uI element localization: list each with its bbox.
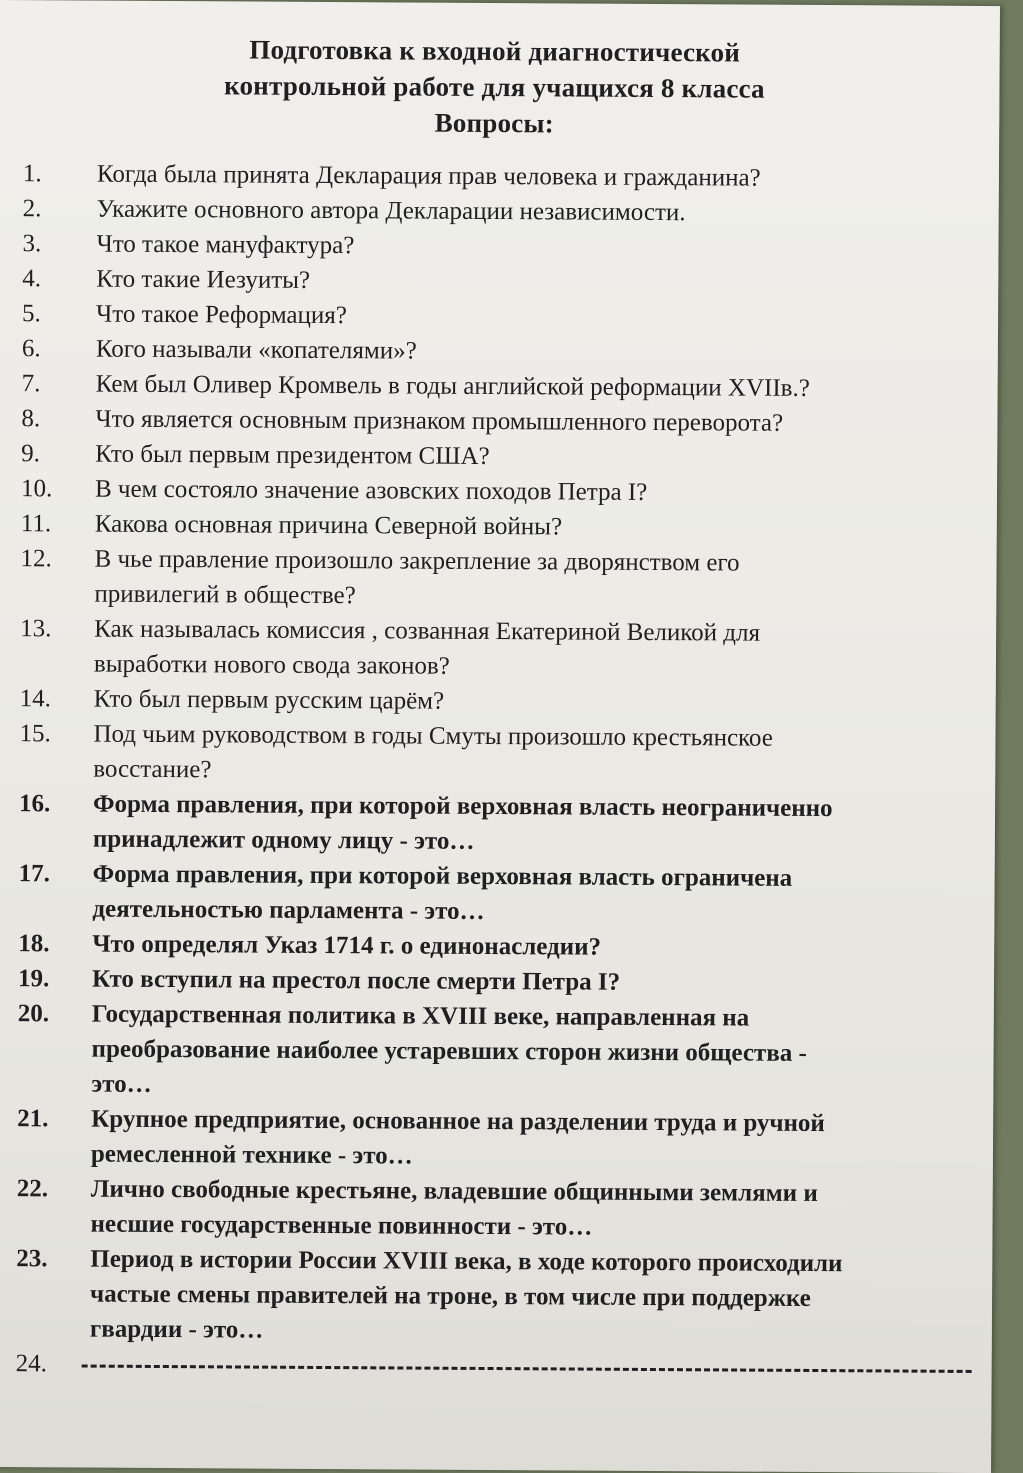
question-number: 17. xyxy=(18,860,50,888)
question-item xyxy=(10,1346,985,1387)
question-text-line: Крупное предприятие, основанное на разделении труда и ручной xyxy=(91,1105,825,1138)
question-text-line: Что такое Реформация? xyxy=(96,300,348,330)
question-text-line: Государственная политика в XVIII веке, направленная на xyxy=(91,1000,750,1032)
question-text-line: Как называлась комиссия , созванная Екатериной Великой для xyxy=(94,615,761,647)
question-item xyxy=(11,1101,986,1177)
question-text-line: Когда была принята Декларация прав человека и гражданина? xyxy=(96,160,761,192)
question-item xyxy=(16,331,991,372)
question-item xyxy=(13,716,988,792)
question-text-line: Форма правления, при которой верховная власть ограничена xyxy=(92,860,793,892)
question-text-line: частые смены правителей на троне, в том числе при поддержке xyxy=(90,1280,811,1312)
question-item xyxy=(15,506,990,547)
question-text-line: выработки нового свода законов? xyxy=(93,650,450,680)
question-text-line: Кто такие Иезуиты? xyxy=(96,265,311,294)
title-line-1: Подготовка к входной диагностической xyxy=(249,34,741,68)
question-number: 1. xyxy=(22,160,42,188)
question-text-line: принадлежит одному лицу - это… xyxy=(92,825,475,855)
question-item xyxy=(14,541,989,617)
question-text-line: Под чьим руководством в годы Смуты произошло крестьянское xyxy=(93,720,773,752)
question-text-line: ремесленной технике - это… xyxy=(90,1140,413,1170)
question-text-line: деятельностью парламента - это… xyxy=(92,895,485,925)
question-item xyxy=(11,996,987,1107)
question-number: 14. xyxy=(19,685,52,713)
question-item xyxy=(13,786,988,862)
question-text-line: Кто вступил на престол после смерти Петра I? xyxy=(91,965,621,996)
question-list xyxy=(10,156,992,1387)
question-number: 24. xyxy=(15,1350,48,1378)
question-text-line: Что является основным признаком промышленного переворота? xyxy=(95,405,784,437)
question-number: 22. xyxy=(16,1175,49,1203)
question-item xyxy=(16,226,991,267)
question-text-line: восстание? xyxy=(93,755,212,784)
question-text-line: привилегий в обществе? xyxy=(94,580,356,610)
question-number: 12. xyxy=(20,545,52,573)
question-number: 19. xyxy=(17,965,50,993)
question-text-line: гвардии - это… xyxy=(89,1315,264,1344)
question-text-line: Форма правления, при которой верховная власть неограниченно xyxy=(93,790,833,823)
question-number: 6. xyxy=(21,335,41,363)
question-item xyxy=(12,856,987,932)
question-item xyxy=(16,296,991,337)
question-text-line: Что такое мануфактура? xyxy=(96,230,355,260)
question-number: 8. xyxy=(21,405,41,433)
question-item xyxy=(12,926,987,967)
title-line-2: контрольной работе для учащихся 8 класса xyxy=(224,70,765,104)
questions-heading: Вопросы: xyxy=(434,107,554,139)
question-text-line: В чье правление произошло закрепление за дворянством его xyxy=(94,545,740,577)
question-item xyxy=(16,366,991,407)
question-text-line: Кто был первым русским царём? xyxy=(93,685,445,715)
question-number: 23. xyxy=(16,1245,48,1273)
question-number: 9. xyxy=(21,440,41,468)
question-text-line: Какова основная причина Северной войны? xyxy=(94,510,563,541)
question-text-line: это… xyxy=(91,1070,152,1098)
question-item xyxy=(12,961,987,1002)
question-number: 15. xyxy=(19,720,51,748)
question-item xyxy=(10,1171,985,1247)
document-header xyxy=(0,30,990,144)
question-number: 21. xyxy=(17,1105,49,1133)
question-number: 13. xyxy=(20,615,52,643)
question-number: 18. xyxy=(18,930,50,958)
question-number: 3. xyxy=(22,230,42,258)
question-number: 7. xyxy=(21,370,41,398)
question-item xyxy=(10,1241,986,1352)
question-item xyxy=(15,401,990,442)
question-item xyxy=(15,436,990,477)
question-number: 16. xyxy=(19,790,51,818)
question-item xyxy=(14,611,989,687)
question-number: 10. xyxy=(20,475,53,503)
question-text-line: Что определял Указ 1714 г. о единонаследии? xyxy=(92,930,602,961)
question-item xyxy=(14,681,989,722)
question-number: 20. xyxy=(17,1000,50,1028)
question-item xyxy=(16,261,991,302)
question-text-line: Период в истории России XVIII века, в ходе которого происходили xyxy=(90,1245,843,1278)
question-item xyxy=(15,471,990,512)
answer-blank-line xyxy=(82,1364,972,1372)
question-text-line: В чем состояло значение азовских походов Петра I? xyxy=(94,475,648,506)
question-text-line: Кем был Оливер Кромвель в годы английской реформации XVIIв.? xyxy=(95,370,810,402)
question-text-line: Кого называли «копателями»? xyxy=(95,335,417,365)
question-number: 2. xyxy=(22,195,42,223)
question-text-line: Лично свободные крестьяне, владевшие общинными землями и xyxy=(90,1175,818,1208)
question-text-line: Укажите основного автора Декларации независимости. xyxy=(96,195,686,227)
question-item xyxy=(17,156,992,197)
question-number: 4. xyxy=(22,265,42,293)
question-text-line: преобразование наиболее устаревших сторон жизни общества - xyxy=(91,1035,807,1067)
question-item xyxy=(17,191,992,232)
question-number: 5. xyxy=(22,300,41,328)
question-text-line: несшие государственные повинности - это… xyxy=(90,1210,593,1241)
question-number: 11. xyxy=(20,510,52,538)
question-text-line: Кто был первым президентом США? xyxy=(95,440,490,470)
